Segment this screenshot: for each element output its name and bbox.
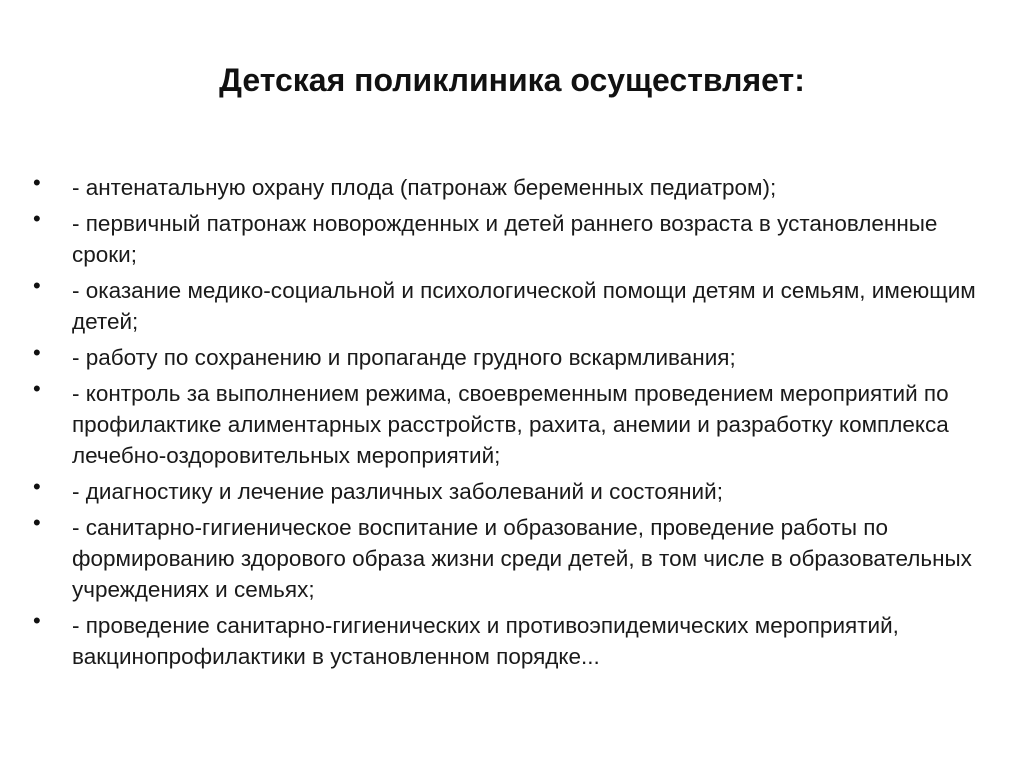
list-item-text: - работу по сохранению и пропаганде грудного вскармливания; [72,345,736,370]
list-item [30,610,990,672]
bullet-list [30,172,990,677]
list-item-text: - контроль за выполнением режима, своевременным проведением мероприятий по профилактике алиментарных расстройств, рахита, анемии и разработку комплекса лечебно-оздоровительных мероприятий; [72,381,949,468]
bullet-dot-icon: • [33,340,41,365]
list-item [30,208,990,270]
bullet-dot-icon: • [33,510,41,535]
list-item-text: - оказание медико-социальной и психологической помощи детям и семьям, имеющим детей; [72,278,976,334]
slide-title: Детская поликлиника осуществляет: [219,62,805,98]
bullet-dot-icon: • [33,608,41,633]
list-item [30,378,990,471]
list-item-text: - проведение санитарно-гигиенических и противоэпидемических мероприятий, вакцинопрофилактики в установленном порядке... [72,613,899,669]
list-item [30,342,990,373]
list-item-text: - диагностику и лечение различных заболеваний и состояний; [72,479,723,504]
bullet-dot-icon: • [33,206,41,231]
list-item [30,512,990,605]
list-item [30,275,990,337]
bullet-dot-icon: • [33,376,41,401]
list-item [30,172,990,203]
bullet-dot-icon: • [33,474,41,499]
list-item-text: - антенатальную охрану плода (патронаж беременных педиатром); [72,175,777,200]
list-item-text: - первичный патронаж новорожденных и детей раннего возраста в установленные сроки; [72,211,938,267]
list-item-text: - санитарно-гигиеническое воспитание и образование, проведение работы по формированию здорового образа жизни среди детей, в том числе в образовательных учреждениях и семьях; [72,515,972,602]
bullet-dot-icon: • [33,273,41,298]
list-item [30,476,990,507]
bullet-dot-icon: • [33,170,41,195]
